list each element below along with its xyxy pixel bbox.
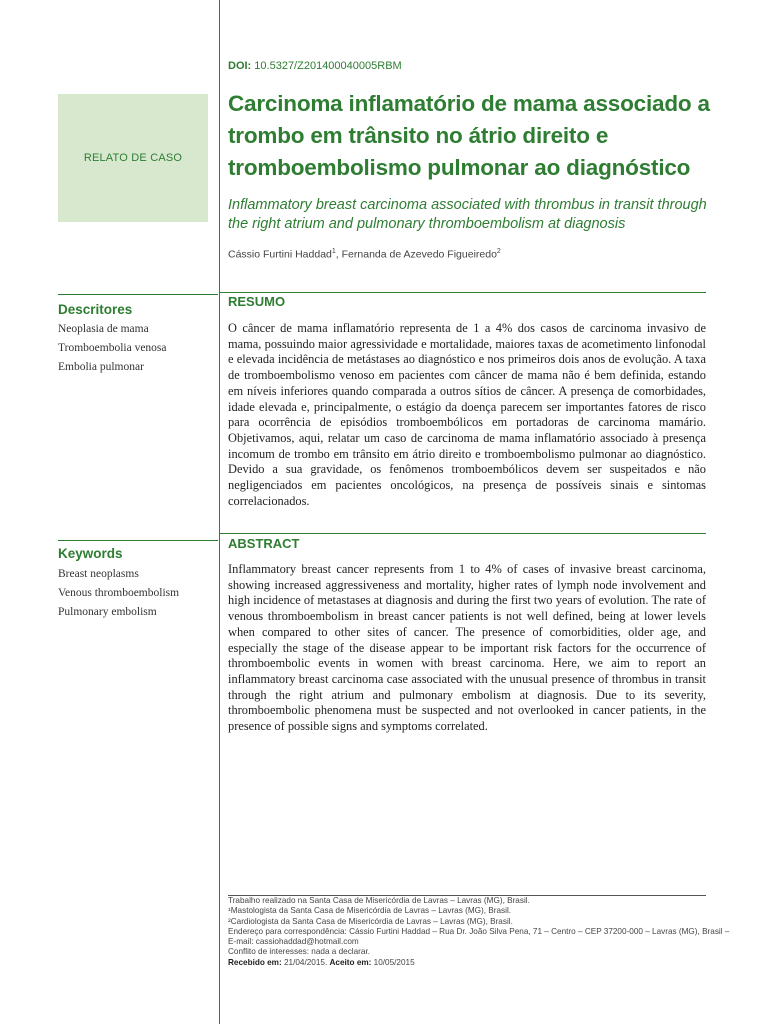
section-label: RELATO DE CASO bbox=[83, 152, 183, 164]
vertical-divider bbox=[219, 0, 220, 1024]
resumo-text: O câncer de mama inflamatório representa de 1 a 4% dos casos de carcinoma invasivo de mama, possuindo maior agressividade e mortalidade, maiores taxas de acometimento linfonodal e elevada incidência de metástases ao diagnóstico e nos primeiros dois anos de evolução. A taxa de tromboembolismo venoso em pacientes com câncer de mama não é bem definida, estando em níveis inferiores quando comparada a outros sítios de câncer. A presença de comorbidades, idade elevada e, principalmente, o estágio da doença parecem ser importantes fatores de risco para ocorrência de episódios tromboembólicos em portadoras de carcinoma mamário. Objetivamos, aqui, relatar um caso de carcinoma de mama inflamatório associado à presença incomum de trombo em trânsito em átrio direito e tromboembolismo pulmonar ao diagnóstico. Devido a sua gravidade, os fenômenos tromboembólicos devem ser suspeitados e não negligenciados em pacientes oncológicos, na presença de possíveis sinais e sintomas correlacionados. bbox=[228, 321, 706, 508]
authors-line bbox=[228, 248, 501, 261]
footnotes bbox=[228, 896, 730, 968]
abstract-heading: ABSTRACT bbox=[228, 536, 300, 551]
abstract-rule bbox=[220, 533, 706, 534]
section-label-box bbox=[58, 94, 208, 222]
accepted-label: Aceito em: bbox=[329, 957, 372, 967]
doi-line bbox=[228, 60, 402, 72]
footnote-line: Endereço para correspondência: Cássio Furtini Haddad – Rua Dr. João Silva Pena, 71 – Centro – CEP 37200-000 – Lavras (MG), Brasil – bbox=[228, 926, 730, 936]
keywords-heading: Keywords bbox=[58, 546, 123, 561]
accepted-date: 10/05/2015 bbox=[373, 957, 415, 967]
abstract-text: Inflammatory breast cancer represents from 1 to 4% of cases of invasive breast carcinoma, showing increased aggressiveness and mortality, higher rates of lymph node involvement and high incidence of metastases at diagnosis and during the first two years of evolution. The rate of venous thromboembolism in breast cancer patients is not well defined, being at lower levels when compared to other sites of cancer. The presence of comorbidities, older age, and especially the stage of the disease appear to be important risk factors for the occurrence of thromboembolic events in women with breast carcinoma. Here, we aim to report an inflammatory breast carcinoma case associated with the unusual presence of thrombus in transit through the right atrium and pulmonary embolism at diagnosis. Due to its severity, thromboembolic phenomena must be suspected and not overlooked in cancer patients, in the presence of possible signs and symptoms correlated. bbox=[228, 562, 706, 734]
keyword-item: Breast neoplasms bbox=[58, 568, 139, 580]
resumo-heading: RESUMO bbox=[228, 294, 286, 309]
doi-label: DOI: bbox=[228, 60, 252, 72]
article-title: Carcinoma inflamatório de mama associado a trombo em trânsito no átrio direito e tromboembolismo pulmonar ao diagnóstico bbox=[228, 91, 710, 180]
footnote-line: ²Cardiologista da Santa Casa de Misericórdia de Lavras – Lavras (MG), Brasil. bbox=[228, 916, 513, 926]
keywords-list bbox=[58, 565, 179, 622]
footnote-line: Conflito de interesses: nada a declarar. bbox=[228, 947, 371, 957]
keyword-item: Venous thromboembolism bbox=[58, 587, 180, 599]
footnote-line: E-mail: cassiohaddad@hotmail.com bbox=[228, 937, 359, 947]
dates-line bbox=[228, 958, 706, 968]
keywords-rule bbox=[58, 540, 218, 541]
received-date: 21/04/2015. bbox=[283, 957, 328, 967]
descritores-list bbox=[58, 320, 167, 377]
footnote-line: ¹Mastologista da Santa Casa de Misericórdia de Lavras – Lavras (MG), Brasil. bbox=[228, 906, 512, 916]
keyword-item: Pulmonary embolism bbox=[58, 606, 157, 618]
footnote-line: Trabalho realizado na Santa Casa de Misericórdia de Lavras – Lavras (MG), Brasil. bbox=[228, 896, 530, 905]
descritores-rule bbox=[58, 294, 218, 295]
author-name: Fernanda de Azevedo Figueiredo bbox=[341, 248, 497, 261]
author-separator: , bbox=[335, 248, 342, 261]
article-subtitle: Inflammatory breast carcinoma associated with thrombus in transit through the right atrium and pulmonary thromboembolism at diagnosis bbox=[228, 197, 707, 232]
descritor-item: Neoplasia de mama bbox=[58, 323, 149, 335]
author-affiliation-mark: 2 bbox=[496, 248, 501, 255]
author-name: Cássio Furtini Haddad bbox=[228, 248, 332, 261]
descritor-item: Tromboembolia venosa bbox=[58, 342, 167, 354]
descritores-heading: Descritores bbox=[58, 302, 133, 317]
resumo-rule bbox=[220, 292, 706, 293]
descritor-item: Embolia pulmonar bbox=[58, 361, 144, 373]
received-label: Recebido em: bbox=[228, 957, 282, 967]
author-affiliation-mark: 1 bbox=[331, 248, 336, 255]
doi-link[interactable]: 10.5327/Z201400040005RBM bbox=[254, 60, 402, 72]
